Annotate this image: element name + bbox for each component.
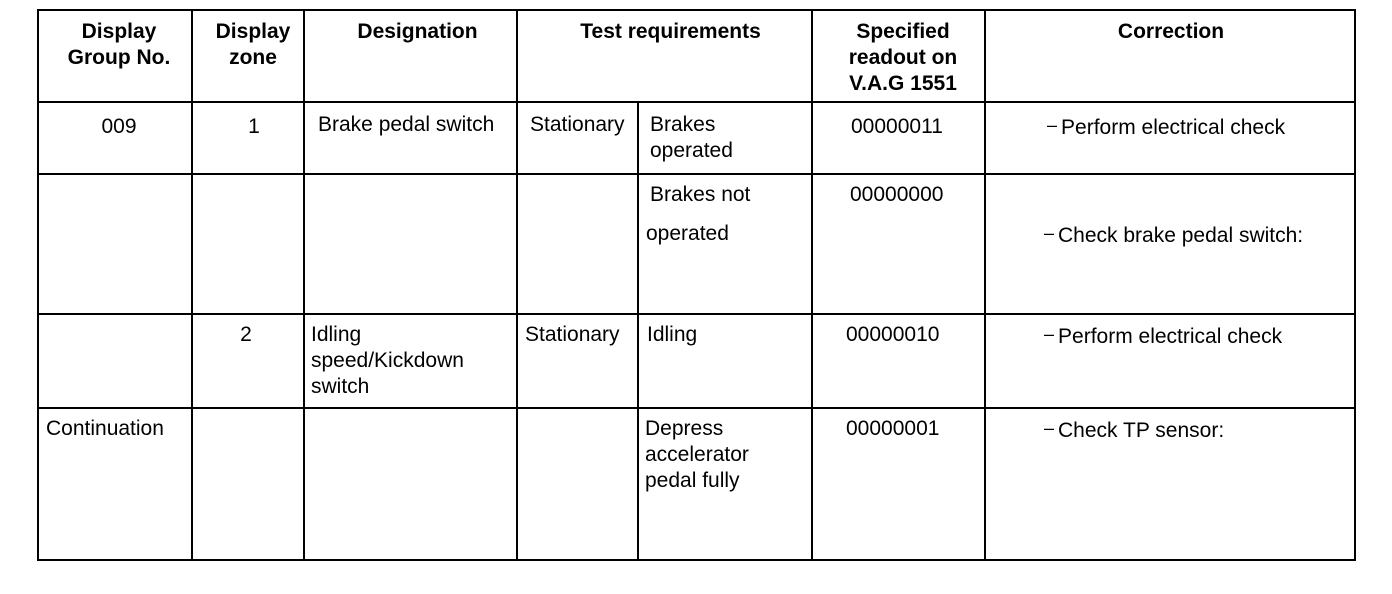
state-line: Depress [645, 417, 724, 440]
row1-condition: Stationary [530, 113, 625, 136]
header-test-requirements: Test requirements [580, 20, 761, 43]
header-readout-line: readout on [848, 46, 958, 69]
header-divider [39, 101, 1354, 103]
correction-text: Check brake pedal switch: [1058, 224, 1304, 247]
header-designation: Designation [357, 20, 478, 43]
state-line: accelerator [645, 443, 749, 466]
header-display-group-line: Display [81, 20, 157, 43]
row2-state-line2: operated [646, 222, 729, 245]
designation-line: Idling [311, 323, 362, 346]
row-divider [39, 313, 1354, 315]
row1-correction [1047, 115, 1285, 141]
designation-line: switch [311, 375, 370, 398]
dash-icon: – [1047, 115, 1058, 135]
row1-readout: 00000011 [851, 115, 943, 138]
column-divider [637, 101, 639, 559]
state-line: operated [650, 139, 733, 162]
row3-condition: Stationary [525, 323, 620, 346]
header-display-zone-line: zone [229, 46, 277, 69]
header-display-zone-line: Display [215, 20, 291, 43]
dash-icon: – [1044, 418, 1055, 438]
row1-group: 009 [101, 115, 137, 138]
row1-zone: 1 [248, 115, 260, 138]
row3-readout: 00000010 [846, 323, 940, 346]
diagnostic-table [37, 9, 1356, 561]
header-display-zone [193, 19, 313, 71]
designation-line: speed/Kickdown [311, 349, 464, 372]
row3-designation [311, 322, 464, 400]
row-divider [39, 173, 1354, 175]
header-display-group-line: Group No. [67, 46, 171, 69]
row1-designation: Brake pedal switch [318, 113, 495, 136]
correction-text: Check TP sensor: [1058, 419, 1225, 442]
row4-group: Continuation [46, 417, 164, 440]
column-divider [516, 11, 518, 559]
row3-state: Idling [647, 323, 698, 346]
column-divider [303, 11, 305, 559]
row3-zone: 2 [240, 323, 252, 346]
state-line: pedal fully [645, 469, 740, 492]
row4-correction [1044, 418, 1224, 444]
row2-state-line1: Brakes not [650, 183, 751, 206]
header-display-group [39, 19, 199, 71]
row3-correction [1044, 324, 1282, 350]
correction-text: Perform electrical check [1061, 116, 1286, 139]
column-divider [191, 11, 193, 559]
row1-state [650, 112, 733, 164]
row4-state [645, 416, 749, 494]
header-readout-line: Specified [856, 20, 950, 43]
row-divider [39, 407, 1354, 409]
correction-text: Perform electrical check [1058, 325, 1283, 348]
dash-icon: – [1044, 223, 1055, 243]
row4-readout: 00000001 [846, 417, 940, 440]
header-readout-line: V.A.G 1551 [849, 72, 957, 95]
state-line: Brakes [650, 113, 716, 136]
row2-readout: 00000000 [850, 183, 944, 206]
header-specified-readout [813, 19, 993, 97]
dash-icon: – [1044, 324, 1055, 344]
header-correction: Correction [1117, 20, 1225, 43]
row2-correction [1044, 223, 1303, 249]
